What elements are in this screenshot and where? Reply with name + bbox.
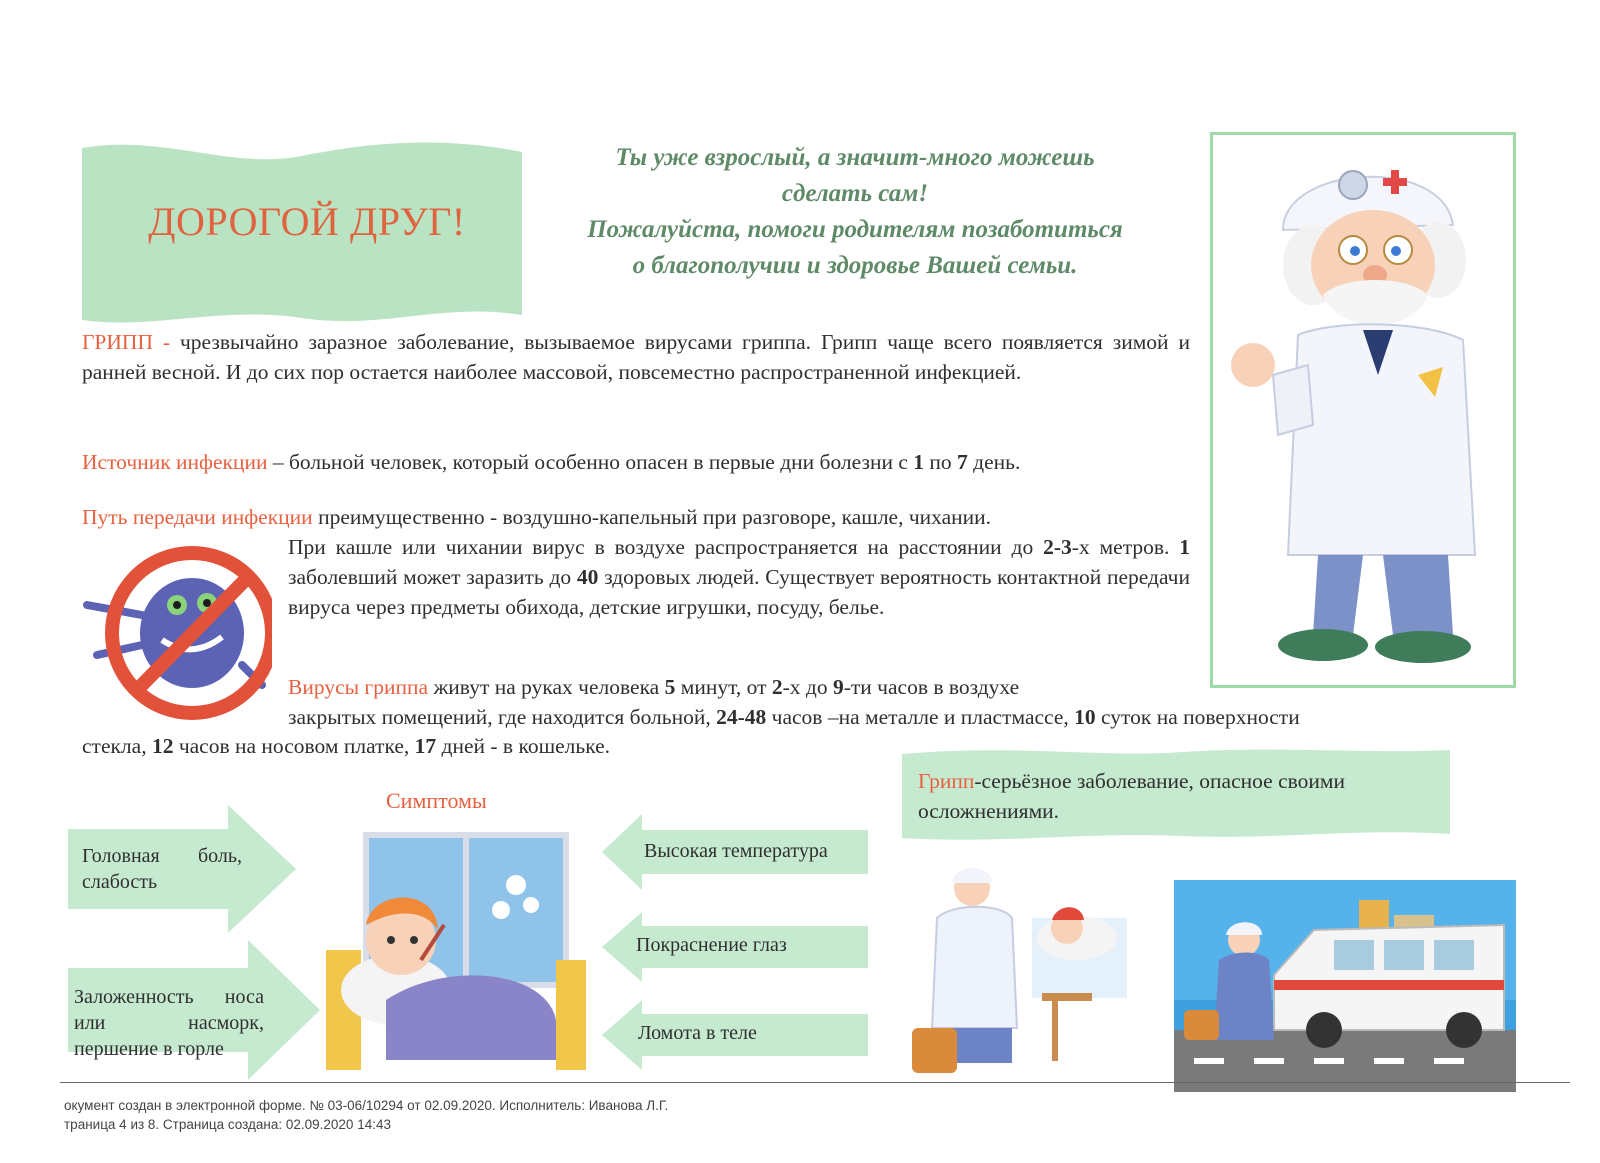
viruses-n4: 24-48 [716, 705, 767, 729]
sick-boy-illustration [326, 830, 596, 1080]
symptom-left-1 [68, 805, 296, 933]
transmission-text-4: здоровых людей. Существует вероятность контактной передачи вируса через предметы обихода, детские игрушки, посуду, белье. [288, 565, 1190, 619]
footer-line-2: траница 4 из 8. Страница создана: 02.09.2020 14:43 [64, 1117, 391, 1132]
viruses-n1: 5 [664, 675, 676, 699]
symptom-right-1 [602, 814, 868, 890]
warning-text [918, 766, 1438, 826]
title-banner [82, 140, 522, 325]
source-text-to: по [924, 450, 958, 474]
viruses-n5: 10 [1074, 705, 1096, 729]
footer-divider [60, 1082, 1570, 1083]
symptom-right-2 [602, 912, 868, 982]
transmission-forty: 40 [576, 565, 599, 589]
viruses-text-6: часов –на металле и пластмассе, [766, 705, 1075, 729]
intro-line-1: Ты уже взрослый, а значит-много можешь [615, 144, 1095, 171]
transmission-text-2: -х метров. [1071, 535, 1180, 559]
viruses-text-10: дней - в кошельке. [436, 734, 611, 758]
viruses-text-3: -х до [782, 675, 833, 699]
doctor-picture-frame [1210, 132, 1516, 688]
intro-text [535, 140, 1175, 284]
no-virus-icon [82, 545, 272, 725]
viruses-text-5: закрытых помещений, где находится больной, [288, 705, 717, 729]
source-term: Источник инфекции [82, 450, 268, 474]
transmission-one: 1 [1179, 535, 1190, 559]
symptom-left-2 [68, 940, 320, 1080]
flu-term: ГРИПП - [82, 330, 171, 354]
flu-definition [82, 327, 1190, 387]
footer-line-1: окумент создан в электронной форме. № 03-06/10294 от 02.09.2020. Исполнитель: Иванова Л.Г. [64, 1098, 669, 1113]
viruses-line-2 [288, 702, 1518, 732]
transmission-heading-line [82, 502, 1190, 532]
doctor-visit-illustration [912, 858, 1132, 1088]
source-day-from: 1 [913, 450, 925, 474]
infection-source [82, 447, 1190, 477]
intro-line-4: о благополучии и здоровье Вашей семьи. [632, 252, 1078, 279]
intro-line-2: сделать сам! [781, 180, 929, 207]
symptoms-title: Симптомы [386, 788, 487, 813]
ambulance-illustration [1174, 880, 1516, 1092]
viruses-n3: 9 [832, 675, 844, 699]
viruses-text-7: суток на поверхности [1095, 705, 1300, 729]
transmission-body [288, 532, 1190, 622]
symptom-label-headache: Головная боль, слабость [82, 845, 242, 893]
viruses-text-8: стекла, [82, 734, 152, 758]
source-text-end: день. [967, 450, 1021, 474]
viruses-n7: 17 [414, 734, 437, 758]
viruses-text-9: часов на носовом платке, [173, 734, 415, 758]
transmission-distance: 2-3 [1043, 535, 1072, 559]
flu-definition-text: чрезвычайно заразное заболевание, вызываемое вирусами гриппа. Грипп чаще всего появляется зимой и ранней весной. И до сих пор остается наиболее массовой, повсеместно распространенной инфекцией. [82, 330, 1190, 384]
viruses-n2: 2 [771, 675, 783, 699]
intro-line-3: Пожалуйста, помоги родителям позаботиться [587, 216, 1123, 243]
source-text: – больной человек, который особенно опасен в первые дни болезни с [267, 450, 914, 474]
symptom-label-nose: Заложенность носа или насморк, першение в горле [74, 986, 264, 1060]
symptom-right-3 [602, 1000, 868, 1070]
transmission-term: Путь передачи инфекции [82, 505, 313, 529]
warning-banner [902, 748, 1450, 844]
banner-title: ДОРОГОЙ ДРУГ! [148, 199, 466, 244]
source-day-to: 7 [957, 450, 968, 474]
transmission-text-1: При кашле или чихании вирус в воздухе распространяется на расстоянии до [288, 535, 1044, 559]
viruses-line-1 [288, 672, 1190, 702]
warning-term: Грипп [918, 769, 975, 793]
symptom-label-fever: Высокая температура [644, 840, 828, 862]
transmission-text-3: заболевший может заразить до [288, 565, 577, 589]
viruses-text-4: -ти часов в воздухе [843, 675, 1020, 699]
transmission-line-1: преимущественно - воздушно-капельный при разговоре, кашле, чихании. [312, 505, 992, 529]
viruses-n6: 12 [151, 734, 174, 758]
doctor-illustration [1213, 135, 1513, 685]
viruses-text-2: минут, от [675, 675, 772, 699]
viruses-text-1: живут на руках человека [428, 675, 665, 699]
symptom-label-body-ache: Ломота в теле [638, 1022, 757, 1044]
document-footer [64, 1096, 864, 1134]
viruses-term: Вирусы гриппа [288, 675, 429, 699]
viruses-line-3 [82, 731, 982, 761]
warning-body: -серьёзное заболевание, опасное своими осложнениями. [918, 769, 1345, 823]
symptom-label-red-eyes: Покраснение глаз [636, 934, 787, 956]
